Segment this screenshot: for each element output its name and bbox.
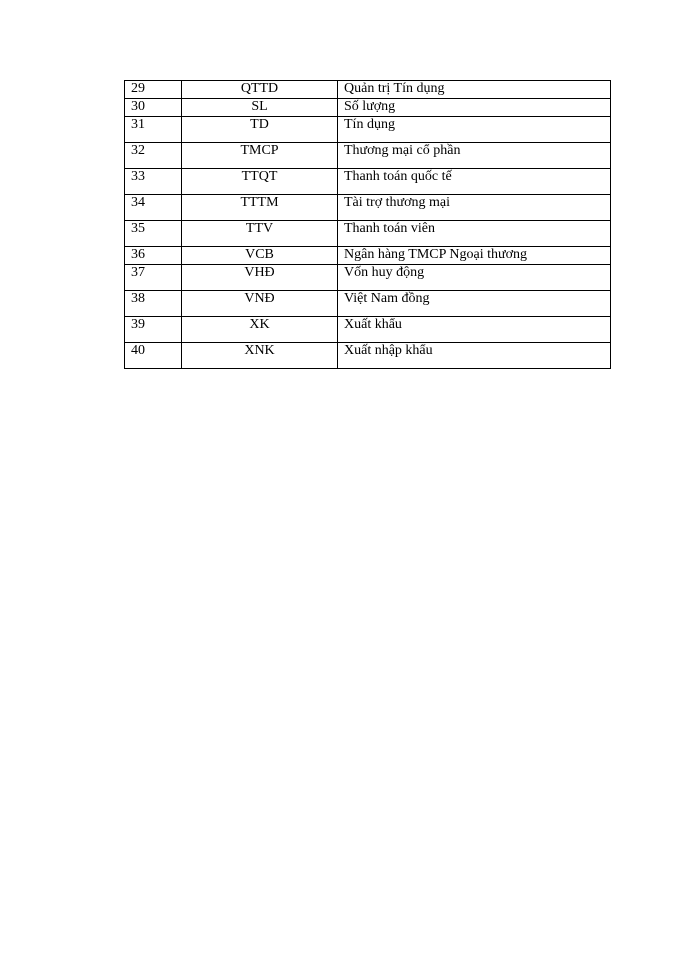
abbreviation-code: QTTD <box>182 81 338 99</box>
abbreviation-code: TTTM <box>182 195 338 221</box>
abbreviation-meaning: Ngân hàng TMCP Ngoại thương <box>338 247 611 265</box>
abbreviation-meaning: Số lượng <box>338 99 611 117</box>
abbreviation-meaning: Quản trị Tín dụng <box>338 81 611 99</box>
table-row <box>125 291 611 317</box>
abbreviation-code: VCB <box>182 247 338 265</box>
abbreviation-meaning: Tín dụng <box>338 117 611 143</box>
abbreviation-meaning: Tài trợ thương mại <box>338 195 611 221</box>
row-number: 34 <box>125 195 182 221</box>
table-row <box>125 99 611 117</box>
abbreviation-code: XNK <box>182 343 338 369</box>
abbreviation-code: TTV <box>182 221 338 247</box>
abbreviation-meaning: Thanh toán viên <box>338 221 611 247</box>
abbreviation-meaning: Xuất nhập khẩu <box>338 343 611 369</box>
abbreviation-code: TMCP <box>182 143 338 169</box>
row-number: 35 <box>125 221 182 247</box>
row-number: 36 <box>125 247 182 265</box>
table-row <box>125 143 611 169</box>
abbreviation-code: TTQT <box>182 169 338 195</box>
row-number: 30 <box>125 99 182 117</box>
abbreviation-meaning: Xuất khẩu <box>338 317 611 343</box>
table-row <box>125 81 611 99</box>
row-number: 39 <box>125 317 182 343</box>
abbreviation-code: VNĐ <box>182 291 338 317</box>
abbreviation-code: VHĐ <box>182 265 338 291</box>
table-row <box>125 195 611 221</box>
row-number: 40 <box>125 343 182 369</box>
abbreviation-table <box>124 80 611 369</box>
table-row <box>125 117 611 143</box>
table-row <box>125 265 611 291</box>
table-row <box>125 317 611 343</box>
abbreviation-code: SL <box>182 99 338 117</box>
row-number: 29 <box>125 81 182 99</box>
row-number: 32 <box>125 143 182 169</box>
abbreviation-code: TD <box>182 117 338 143</box>
row-number: 38 <box>125 291 182 317</box>
abbreviation-meaning: Thương mại cổ phần <box>338 143 611 169</box>
table-row <box>125 221 611 247</box>
table-row <box>125 247 611 265</box>
row-number: 31 <box>125 117 182 143</box>
table-row <box>125 169 611 195</box>
row-number: 33 <box>125 169 182 195</box>
abbreviation-code: XK <box>182 317 338 343</box>
abbreviation-meaning: Vốn huy động <box>338 265 611 291</box>
abbreviation-meaning: Việt Nam đồng <box>338 291 611 317</box>
abbreviation-meaning: Thanh toán quốc tế <box>338 169 611 195</box>
table-row <box>125 343 611 369</box>
row-number: 37 <box>125 265 182 291</box>
